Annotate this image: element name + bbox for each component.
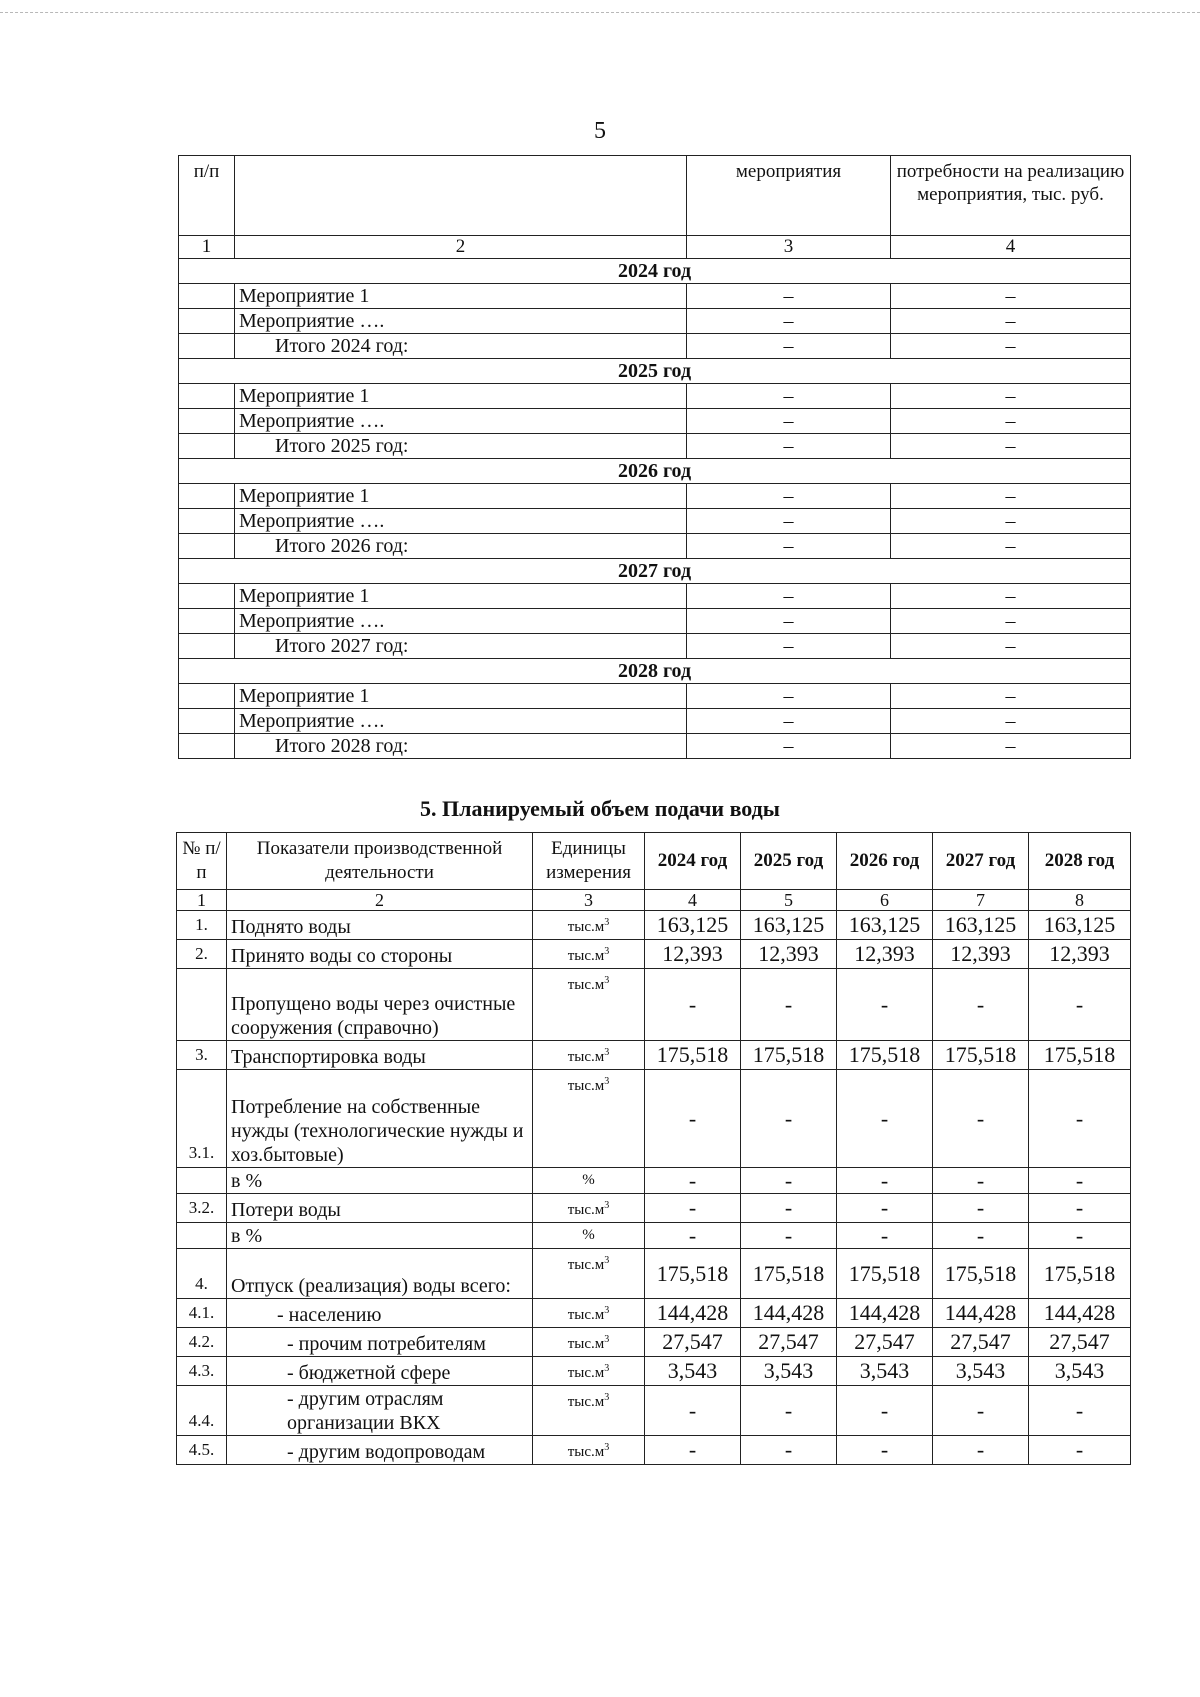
unit-exponent: 3 [604,1392,610,1403]
column-numbers-row [179,236,1131,259]
table-row [177,1357,1131,1386]
table-row [177,1299,1131,1328]
year-group-label: 2024 год [179,259,1131,284]
year-value: - [1029,1223,1131,1249]
table-row [177,1168,1131,1194]
activity-value: – [687,584,891,609]
row-number [179,434,235,459]
activity-name: Мероприятие …. [235,409,687,434]
table-row [179,284,1131,309]
funding-value: – [891,609,1131,634]
year-value: - [645,1194,741,1223]
unit-label: тыс.м [567,1394,605,1410]
year-value: 3,543 [1029,1357,1131,1386]
water-supply-table [176,832,1131,1465]
activities-table [178,155,1131,759]
unit-exponent: 3 [604,1442,610,1453]
year-group-label: 2027 год [179,559,1131,584]
unit-label: тыс.м [567,1202,605,1218]
activity-value: – [687,634,891,659]
page-number: 5 [594,118,606,144]
activity-name: Мероприятие 1 [235,684,687,709]
table-row [177,969,1131,1041]
year-value: - [1029,1168,1131,1194]
activity-name: Мероприятие 1 [235,384,687,409]
unit-cell [533,1357,645,1386]
row-number: 2. [177,940,227,969]
year-value: 163,125 [1029,911,1131,940]
activity-value: – [687,284,891,309]
funding-value: – [891,309,1131,334]
activity-name: Мероприятие 1 [235,284,687,309]
year-value: 144,428 [837,1299,933,1328]
year-group-row [179,459,1131,484]
column-number: 2 [227,890,533,911]
year-value: 175,518 [741,1249,837,1299]
year-value: 27,547 [933,1328,1029,1357]
year-value: 175,518 [837,1249,933,1299]
unit-exponent: 3 [604,946,610,957]
row-number [179,634,235,659]
year-value: - [933,1194,1029,1223]
row-number [179,484,235,509]
year-value: 12,393 [1029,940,1131,969]
activity-value: – [687,384,891,409]
year-group-row [179,559,1131,584]
year-value: 163,125 [933,911,1029,940]
year-value: - [933,1070,1029,1168]
unit-label: тыс.м [567,1365,605,1381]
table-row [177,911,1131,940]
header-year: 2025 год [741,833,837,890]
row-number: 4.3. [177,1357,227,1386]
funding-value: – [891,384,1131,409]
unit-cell [533,1223,645,1249]
column-number: 3 [533,890,645,911]
funding-value: – [891,734,1131,759]
indicator-label: - другим отраслям организации ВКХ [227,1386,533,1436]
year-value: - [837,1386,933,1436]
unit-cell [533,1041,645,1070]
year-value: - [645,969,741,1041]
year-value: - [933,1436,1029,1465]
indicator-label: - другим водопроводам [227,1436,533,1465]
water-table-header [177,833,1131,890]
year-value: - [837,1223,933,1249]
activity-value: – [687,684,891,709]
column-number: 7 [933,890,1029,911]
table-row [179,734,1131,759]
year-value: - [837,1194,933,1223]
indicator-label: в % [227,1223,533,1249]
activity-name: Мероприятие 1 [235,484,687,509]
header-funding: потребности на реализацию мероприятия, тыс. руб. [891,156,1131,236]
column-number: 1 [177,890,227,911]
funding-value: – [891,584,1131,609]
year-value: 144,428 [741,1299,837,1328]
year-value: 3,543 [933,1357,1029,1386]
activity-value: – [687,609,891,634]
unit-cell [533,1328,645,1357]
year-value: - [741,1386,837,1436]
unit-exponent: 3 [604,1363,610,1374]
table-row [179,484,1131,509]
year-value: - [1029,1436,1131,1465]
header-activity: мероприятия [687,156,891,236]
scan-edge-line [0,12,1200,13]
header-name [235,156,687,236]
unit-label: тыс.м [567,919,605,935]
activity-value: – [687,309,891,334]
table-row [177,1249,1131,1299]
year-value: 27,547 [1029,1328,1131,1357]
indicator-label: Транспортировка воды [227,1041,533,1070]
row-number [177,969,227,1041]
year-value: - [741,1168,837,1194]
unit-exponent: 3 [604,1076,610,1087]
year-value: 144,428 [1029,1299,1131,1328]
year-value: 175,518 [933,1249,1029,1299]
unit-label: % [582,1172,595,1188]
activity-name: Мероприятие …. [235,609,687,634]
year-group-row [179,659,1131,684]
year-value: 27,547 [837,1328,933,1357]
activity-name: Мероприятие …. [235,709,687,734]
indicator-label: - бюджетной сфере [227,1357,533,1386]
unit-cell [533,911,645,940]
row-number: 3.2. [177,1194,227,1223]
row-number [179,409,235,434]
year-value: 27,547 [645,1328,741,1357]
row-number [179,609,235,634]
indicator-label: Пропущено воды через очистные сооружения (справочно) [227,969,533,1041]
header-year: 2026 год [837,833,933,890]
year-value: - [645,1223,741,1249]
year-value: - [837,1436,933,1465]
table-row [179,684,1131,709]
table-row [179,709,1131,734]
unit-label: % [582,1227,595,1243]
row-number: 4.1. [177,1299,227,1328]
indicator-label: - прочим потребителям [227,1328,533,1357]
indicator-label: - населению [227,1299,533,1328]
year-value: 12,393 [933,940,1029,969]
year-value: 163,125 [741,911,837,940]
unit-label: тыс.м [567,1078,605,1094]
unit-exponent: 3 [604,1047,610,1058]
activity-value: – [687,409,891,434]
total-label: Итого 2025 год: [235,434,687,459]
row-number: 4.4. [177,1386,227,1436]
row-number [177,1223,227,1249]
column-number: 5 [741,890,837,911]
unit-cell [533,1386,645,1436]
activity-name: Мероприятие …. [235,309,687,334]
year-value: 144,428 [645,1299,741,1328]
unit-label: тыс.м [567,948,605,964]
total-label: Итого 2024 год: [235,334,687,359]
unit-exponent: 3 [604,1305,610,1316]
activity-value: – [687,334,891,359]
row-number: 3. [177,1041,227,1070]
activity-value: – [687,509,891,534]
year-value: - [837,1168,933,1194]
unit-exponent: 3 [604,917,610,928]
unit-cell [533,969,645,1041]
funding-value: – [891,434,1131,459]
column-number: 6 [837,890,933,911]
activity-name: Мероприятие 1 [235,584,687,609]
year-value: 175,518 [645,1041,741,1070]
unit-label: тыс.м [567,1257,605,1273]
header-year: 2024 год [645,833,741,890]
row-number [179,384,235,409]
year-value: 175,518 [933,1041,1029,1070]
row-number [177,1168,227,1194]
funding-value: – [891,709,1131,734]
indicator-label: Потери воды [227,1194,533,1223]
row-number: 4.5. [177,1436,227,1465]
year-value: 163,125 [645,911,741,940]
header-indicator: Показатели производственной деятельности [227,833,533,890]
column-number: 2 [235,236,687,259]
column-number: 4 [645,890,741,911]
table-row [179,334,1131,359]
year-value: - [1029,1194,1131,1223]
table-row [177,1328,1131,1357]
header-num: № п/п [177,833,227,890]
indicator-label: Отпуск (реализация) воды всего: [227,1249,533,1299]
year-value: 3,543 [645,1357,741,1386]
year-value: 27,547 [741,1328,837,1357]
year-value: - [837,969,933,1041]
unit-cell [533,1194,645,1223]
table-row [177,1436,1131,1465]
row-number [179,284,235,309]
unit-cell [533,1299,645,1328]
activities-table-header [179,156,1131,236]
column-number: 8 [1029,890,1131,911]
funding-value: – [891,334,1131,359]
section-title: 5. Планируемый объем подачи воды [420,796,780,821]
year-value: - [1029,1070,1131,1168]
unit-label: тыс.м [567,1307,605,1323]
year-value: 144,428 [933,1299,1029,1328]
row-number: 4. [177,1249,227,1299]
year-value: 12,393 [645,940,741,969]
table-row [179,434,1131,459]
year-value: - [933,1168,1029,1194]
indicator-label: Принято воды со стороны [227,940,533,969]
row-number [179,684,235,709]
column-number: 4 [891,236,1131,259]
year-value: - [933,1223,1029,1249]
unit-cell [533,1436,645,1465]
total-label: Итого 2027 год: [235,634,687,659]
column-number: 1 [179,236,235,259]
year-group-label: 2026 год [179,459,1131,484]
activity-value: – [687,709,891,734]
header-year: 2027 год [933,833,1029,890]
year-value: 12,393 [837,940,933,969]
year-value: - [645,1070,741,1168]
row-number: 4.2. [177,1328,227,1357]
activity-name: Мероприятие …. [235,509,687,534]
table-row [177,1194,1131,1223]
unit-label: тыс.м [567,1049,605,1065]
total-label: Итого 2026 год: [235,534,687,559]
funding-value: – [891,509,1131,534]
unit-cell [533,1168,645,1194]
table-row [179,534,1131,559]
column-numbers-row [177,890,1131,911]
year-value: - [1029,969,1131,1041]
unit-exponent: 3 [604,1334,610,1345]
header-num: п/п [179,156,235,236]
header-year: 2028 год [1029,833,1131,890]
year-value: - [1029,1386,1131,1436]
funding-value: – [891,684,1131,709]
year-value: 175,518 [1029,1041,1131,1070]
indicator-label: в % [227,1168,533,1194]
row-number [179,309,235,334]
table-row [179,584,1131,609]
activity-value: – [687,434,891,459]
table-row [179,384,1131,409]
funding-value: – [891,284,1131,309]
year-value: - [645,1436,741,1465]
table-row [177,1223,1131,1249]
unit-cell [533,1070,645,1168]
row-number [179,584,235,609]
year-group-label: 2028 год [179,659,1131,684]
year-group-row [179,259,1131,284]
year-value: 175,518 [837,1041,933,1070]
unit-label: тыс.м [567,1444,605,1460]
year-value: 175,518 [645,1249,741,1299]
year-value: - [645,1386,741,1436]
activity-value: – [687,534,891,559]
header-unit: Единицы измерения [533,833,645,890]
table-row [177,1041,1131,1070]
year-value: - [933,969,1029,1041]
year-value: 3,543 [837,1357,933,1386]
row-number [179,509,235,534]
year-value: - [645,1168,741,1194]
table-row [177,1386,1131,1436]
year-value: 3,543 [741,1357,837,1386]
unit-cell [533,1249,645,1299]
year-value: 12,393 [741,940,837,969]
table-row [177,940,1131,969]
year-value: - [741,1223,837,1249]
table-row [179,309,1131,334]
table-row [179,634,1131,659]
unit-exponent: 3 [604,975,610,986]
table-row [179,609,1131,634]
year-group-row [179,359,1131,384]
unit-label: тыс.м [567,1336,605,1352]
indicator-label: Поднято воды [227,911,533,940]
year-value: - [741,1194,837,1223]
column-number: 3 [687,236,891,259]
funding-value: – [891,484,1131,509]
year-value: - [741,1436,837,1465]
year-value: - [741,969,837,1041]
table-row [179,409,1131,434]
year-value: 163,125 [837,911,933,940]
activity-value: – [687,484,891,509]
funding-value: – [891,534,1131,559]
table-row [177,1070,1131,1168]
row-number [179,534,235,559]
activity-value: – [687,734,891,759]
indicator-label: Потребление на собственные нужды (технологические нужды и хоз.бытовые) [227,1070,533,1168]
year-value: - [933,1386,1029,1436]
year-value: 175,518 [1029,1249,1131,1299]
year-value: - [741,1070,837,1168]
unit-exponent: 3 [604,1200,610,1211]
table-row [179,509,1131,534]
row-number: 1. [177,911,227,940]
year-group-label: 2025 год [179,359,1131,384]
funding-value: – [891,409,1131,434]
row-number [179,734,235,759]
total-label: Итого 2028 год: [235,734,687,759]
unit-label: тыс.м [567,977,605,993]
row-number [179,709,235,734]
unit-exponent: 3 [604,1255,610,1266]
row-number: 3.1. [177,1070,227,1168]
year-value: - [837,1070,933,1168]
row-number [179,334,235,359]
funding-value: – [891,634,1131,659]
year-value: 175,518 [741,1041,837,1070]
unit-cell [533,940,645,969]
